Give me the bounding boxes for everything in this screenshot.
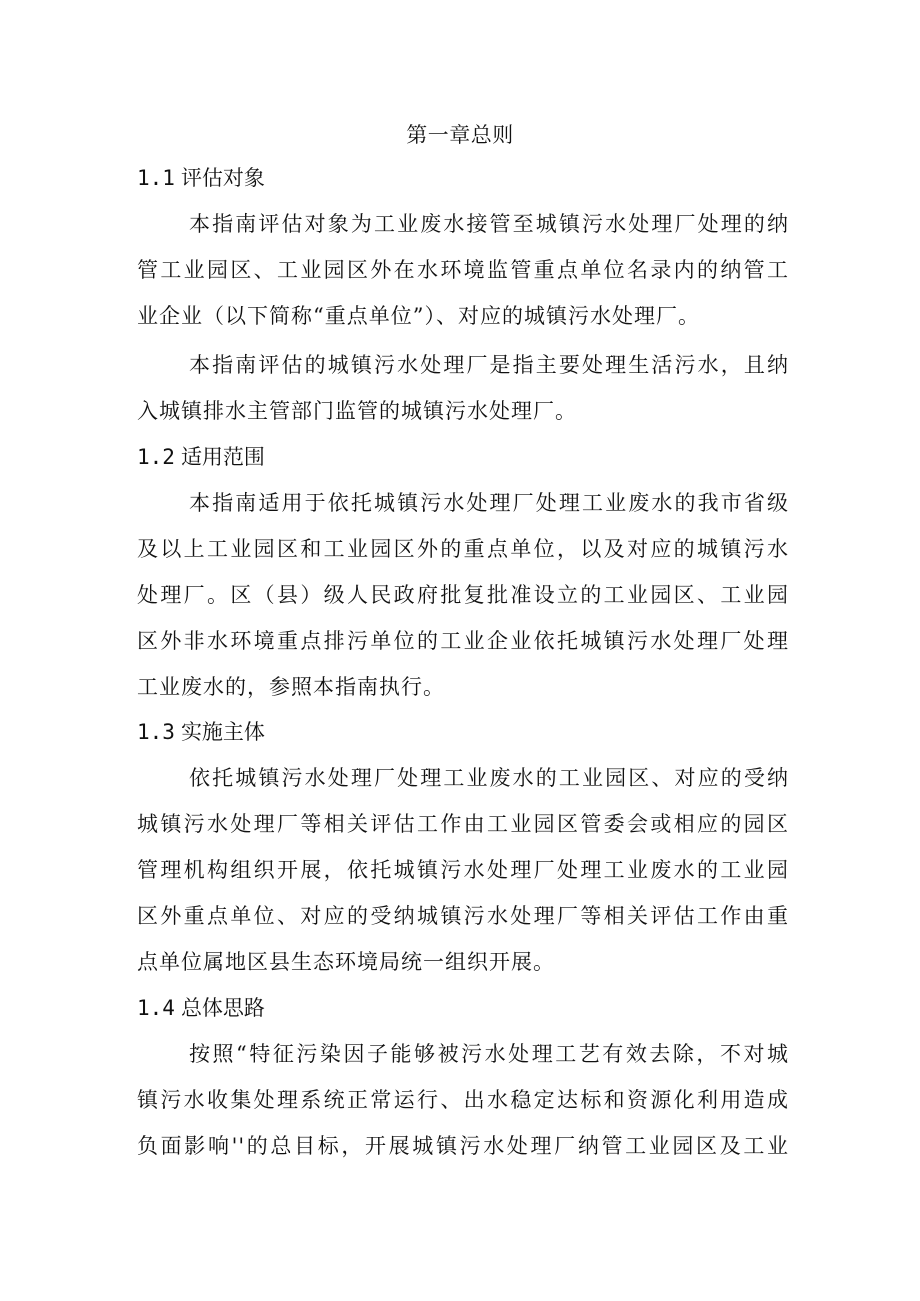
- section-heading-1-3: [137, 715, 265, 749]
- paragraph-line: 管理机构组织开展，依托城镇污水处理厂处理工业废水的工业园: [137, 858, 789, 882]
- paragraph-line: 本指南评估对象为工业废水接管至城镇污水处理厂处理的纳: [189, 212, 789, 236]
- section-title: 适用范围: [180, 445, 265, 469]
- paragraph-line: 区外重点单位、对应的受纳城镇污水处理厂等相关评估工作由重: [137, 904, 789, 928]
- chapter-title: 第一章总则: [406, 123, 514, 147]
- section-title: 评估对象: [180, 166, 265, 190]
- section-number: 1.1: [137, 166, 175, 190]
- paragraph-line: 镇污水收集处理系统正常运行、出水稳定达标和资源化利用造成: [137, 1088, 789, 1112]
- paragraph-line: 管工业园区、工业园区外在水环境监管重点单位名录内的纳管工: [137, 258, 789, 282]
- paragraph-line: 点单位属地区县生态环境局统一组织开展。: [137, 950, 555, 974]
- paragraph-line: 负面影响''的总目标，开展城镇污水处理厂纳管工业园区及工业: [137, 1134, 789, 1158]
- section-number: 1.2: [137, 445, 175, 469]
- section-number: 1.4: [137, 996, 175, 1020]
- paragraph-line: 本指南适用于依托城镇污水处理厂处理工业废水的我市省级: [189, 491, 789, 515]
- paragraph-line: 入城镇排水主管部门监管的城镇污水处理厂。: [137, 399, 577, 423]
- paragraph-line: 业企业（以下简称“重点单位”）、对应的城镇污水处理厂。: [137, 304, 700, 328]
- paragraph-line: 工业废水的，参照本指南执行。: [137, 675, 445, 699]
- section-heading-1-2: [137, 440, 265, 474]
- paragraph-line: 按照“特征污染因子能够被污水处理工艺有效去除，不对城: [189, 1042, 789, 1066]
- paragraph-line: 及以上工业园区和工业园区外的重点单位，以及对应的城镇污水: [137, 537, 789, 561]
- section-title: 总体思路: [180, 996, 265, 1020]
- section-heading-1-4: [137, 991, 265, 1025]
- paragraph-line: 区外非水环境重点排污单位的工业企业依托城镇污水处理厂处理: [137, 629, 789, 653]
- section-heading-1-1: [137, 161, 265, 195]
- section-number: 1.3: [137, 720, 175, 744]
- paragraph-line: 处理厂。区（县）级人民政府批复批准设立的工业园区、工业园: [137, 583, 789, 607]
- paragraph-line: 城镇污水处理厂等相关评估工作由工业园区管委会或相应的园区: [137, 812, 789, 836]
- paragraph-line: 依托城镇污水处理厂处理工业废水的工业园区、对应的受纳: [189, 766, 789, 790]
- section-title: 实施主体: [180, 720, 265, 744]
- paragraph-line: 本指南评估的城镇污水处理厂是指主要处理生活污水，且纳: [189, 353, 789, 377]
